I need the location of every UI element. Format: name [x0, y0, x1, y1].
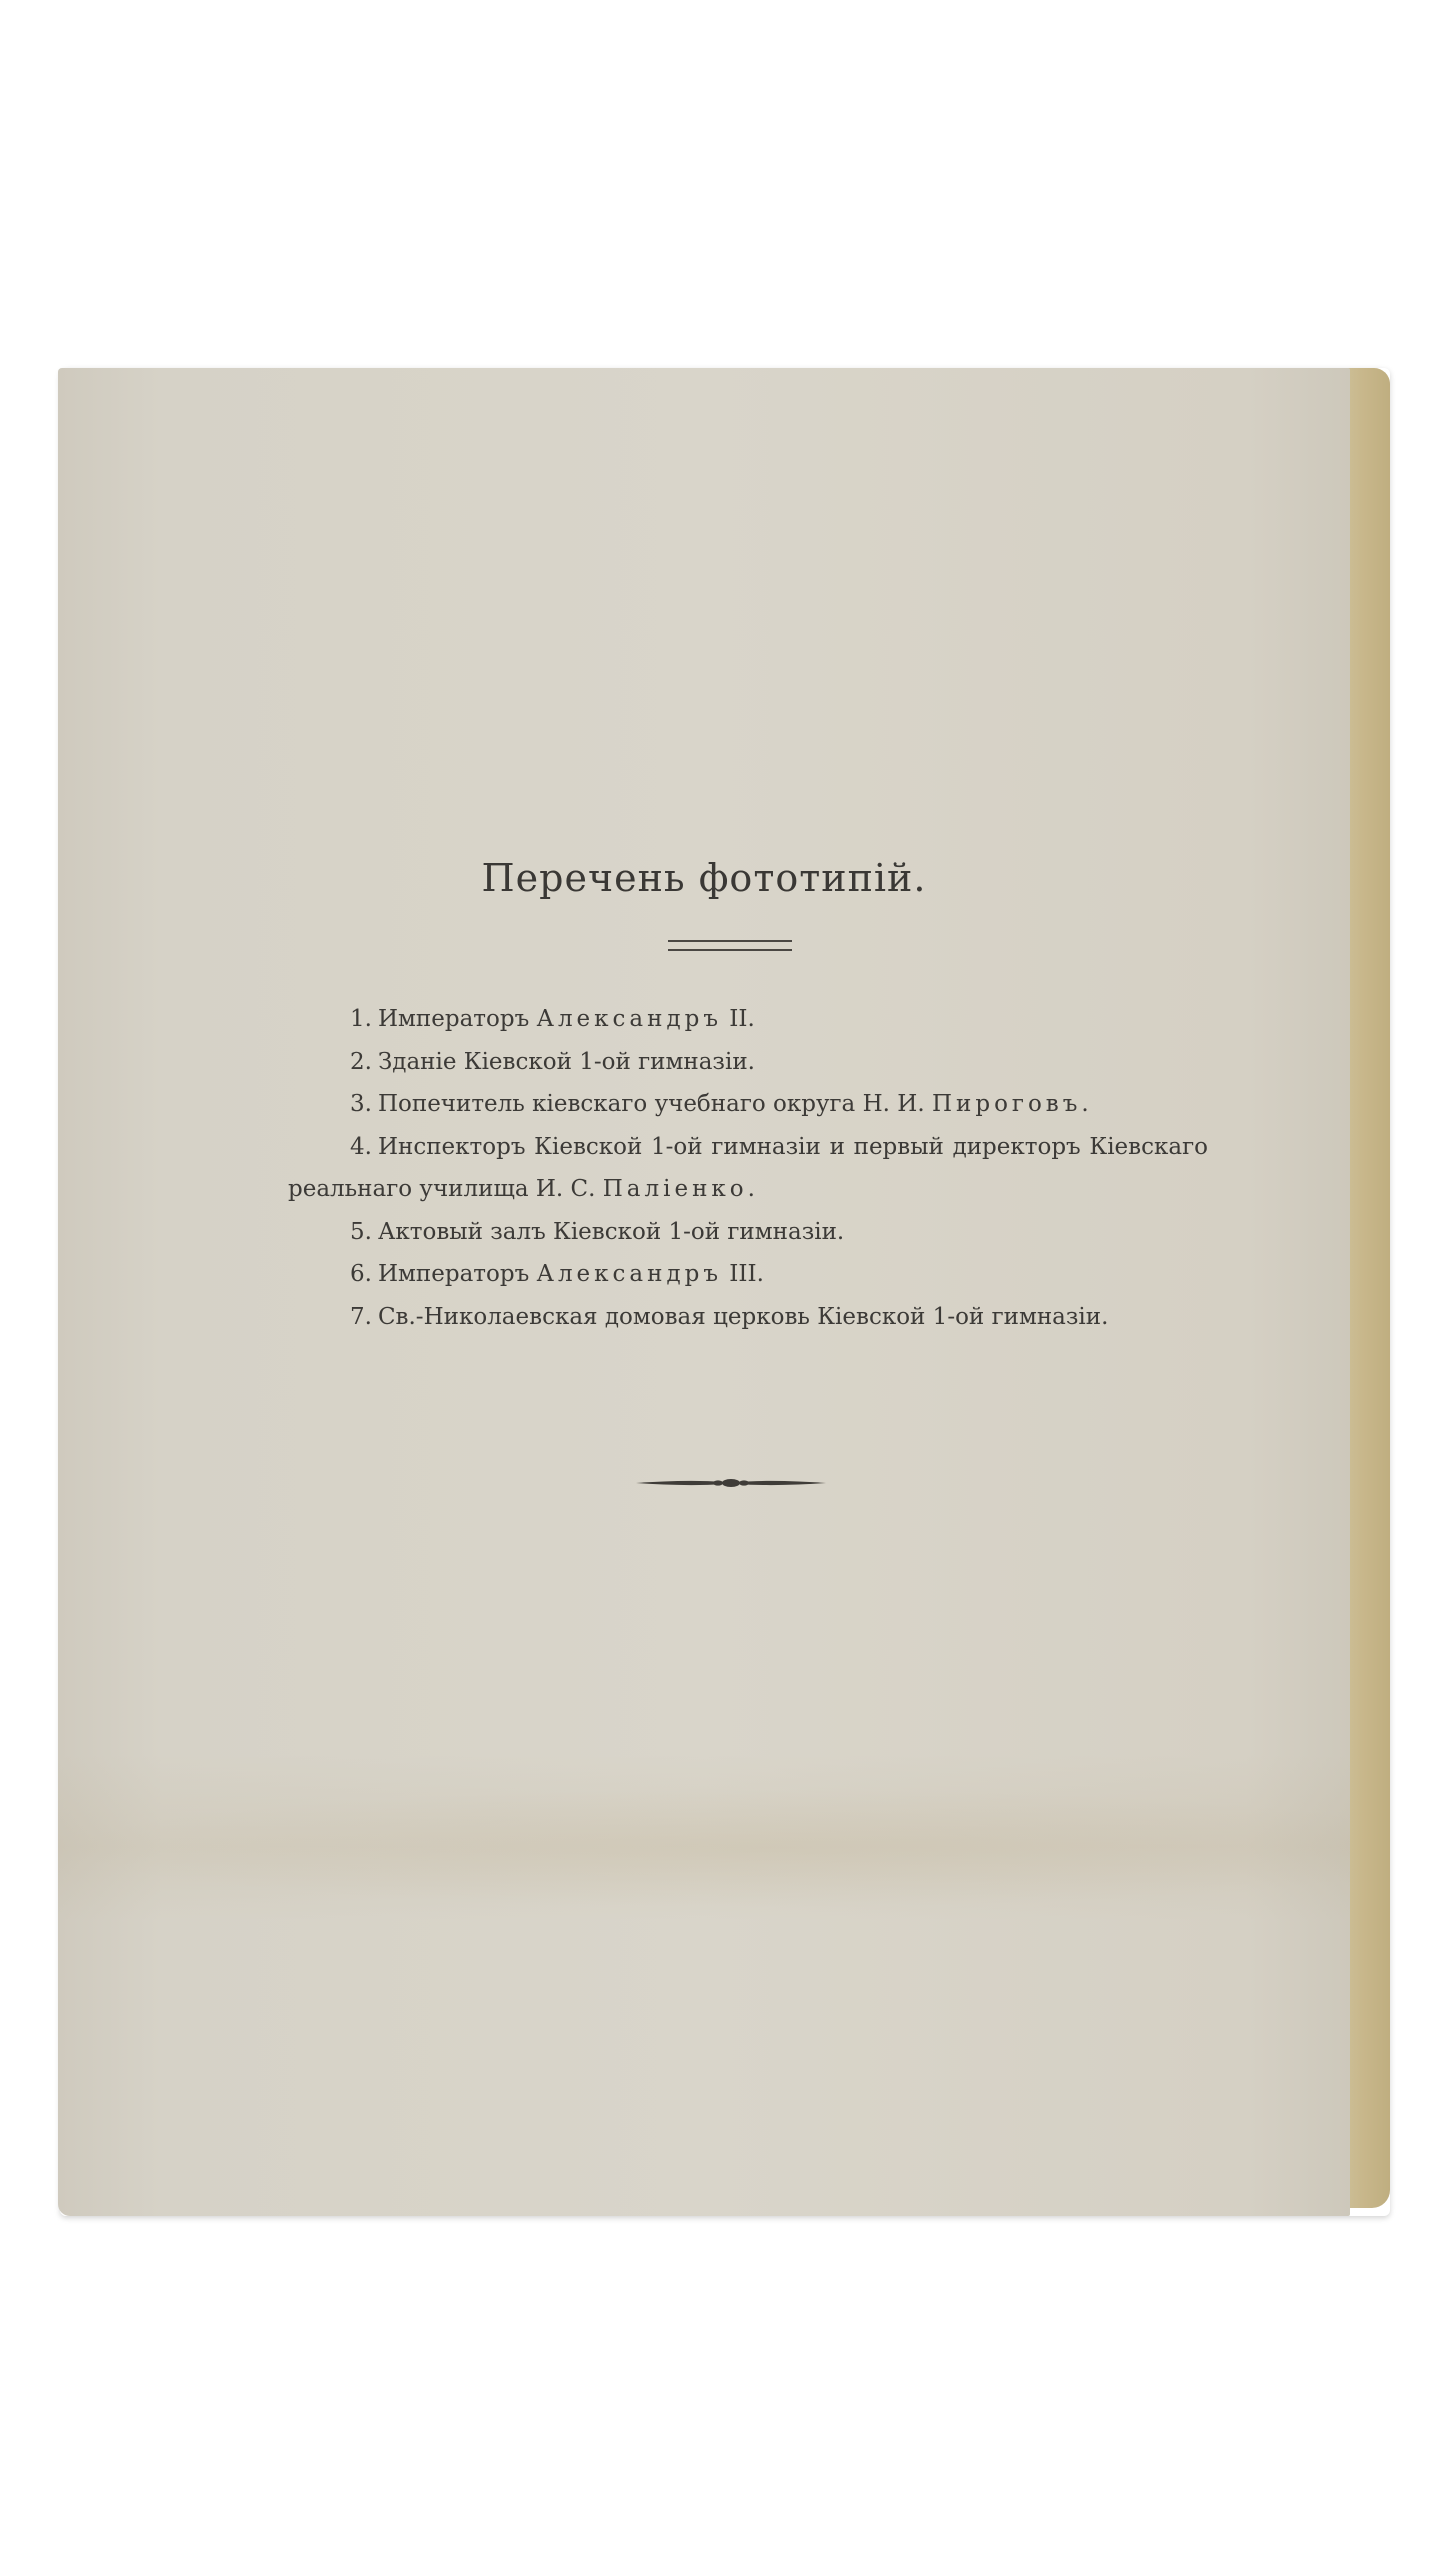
list-item-text: II. — [722, 1006, 755, 1032]
list-item — [288, 1126, 1208, 1211]
title-double-rule — [668, 940, 792, 951]
list-item-text: Зданіе Кіевской 1-ой гимназіи. — [377, 1048, 755, 1075]
list-item-text: Актовый залъ Кіевской 1-ой гимназіи. — [377, 1218, 845, 1245]
list-item-text: Императоръ — [377, 1006, 537, 1032]
list-item-number: 3. — [350, 1091, 372, 1117]
page-title: Перечень фототипій. — [481, 856, 927, 900]
list-item-text: . — [747, 1176, 755, 1202]
list-item-number: 1. — [350, 1006, 372, 1032]
list-item — [288, 1296, 1208, 1339]
list-item-text: III. — [722, 1261, 764, 1287]
list-item-text: . — [1081, 1091, 1089, 1117]
list-item-number: 7. — [350, 1303, 372, 1330]
ornament-divider-icon — [636, 1475, 826, 1491]
list-item-number: 5. — [350, 1218, 372, 1245]
list-item-name: Пироговъ — [931, 1091, 1082, 1117]
photo-list — [288, 998, 1208, 1338]
list-item-number: 2. — [350, 1048, 372, 1075]
list-item-number: 6. — [350, 1261, 372, 1287]
list-item-name: Паліенко — [602, 1176, 748, 1202]
list-item — [288, 1083, 1208, 1126]
document-page — [58, 368, 1350, 2216]
list-item-text: Императоръ — [377, 1261, 537, 1287]
list-item — [288, 1253, 1208, 1296]
list-item-text: Св.-Николаевская домовая церковь Кіевской 1-ой гимназіи. — [377, 1303, 1109, 1330]
list-item — [288, 1041, 1208, 1084]
paper-stain — [58, 1788, 1350, 1908]
list-item-text: Инспекторъ Кіевской 1-ой гимназіи и первый директоръ Кіевскаго реальнаго училища И. С. — [288, 1133, 1208, 1202]
list-item — [288, 998, 1208, 1041]
list-item — [288, 1211, 1208, 1254]
list-item-number: 4. — [350, 1133, 372, 1160]
list-item-name: Александръ — [536, 1006, 722, 1032]
list-item-text: Попечитель кіевскаго учебнаго округа Н. И. — [377, 1091, 932, 1117]
list-item-name: Александръ — [536, 1261, 722, 1287]
